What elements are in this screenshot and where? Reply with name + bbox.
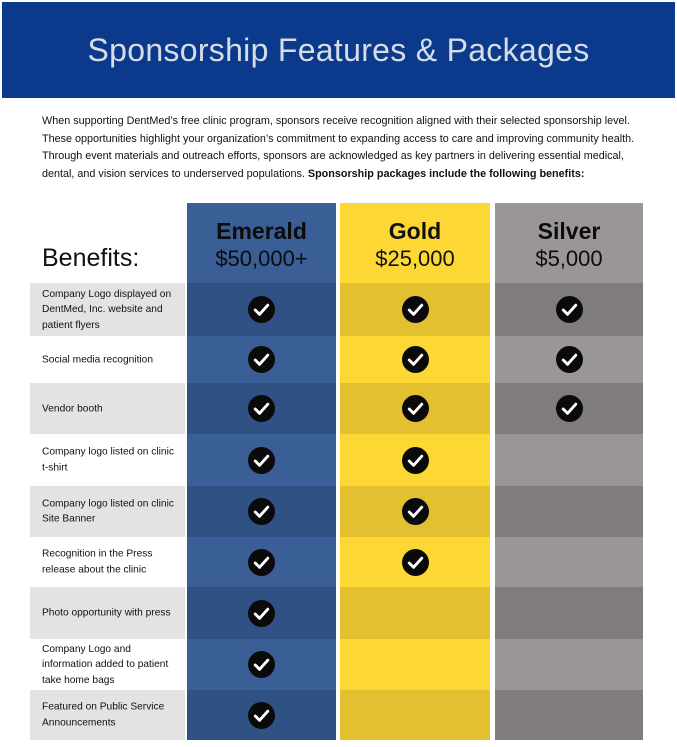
checkmark-circle-icon	[402, 447, 429, 474]
benefit-cell-silver	[495, 283, 643, 336]
checkmark-circle-icon	[402, 346, 429, 373]
benefit-row	[30, 537, 643, 587]
benefit-cell-gold	[340, 639, 490, 690]
checkmark-circle-icon	[402, 549, 429, 576]
checkmark-circle-icon	[402, 296, 429, 323]
benefit-row	[30, 690, 643, 740]
benefit-cell-emerald	[187, 336, 336, 383]
benefit-label-cell	[30, 690, 185, 740]
tier-name: Emerald	[216, 218, 307, 244]
tier-price: $5,000	[535, 246, 603, 271]
benefit-cell-silver	[495, 383, 643, 434]
benefit-label: Vendor booth	[42, 402, 103, 414]
benefit-row	[30, 434, 643, 486]
benefit-cell-emerald	[187, 486, 336, 537]
benefit-label: Recognition in the Press release about the clinic	[42, 548, 153, 575]
checkmark-circle-icon	[556, 296, 583, 323]
benefit-label: Featured on Public Service Announcements	[42, 701, 165, 728]
benefit-cell-emerald	[187, 383, 336, 434]
tier-header-gold	[340, 217, 490, 273]
benefit-label: Photo opportunity with press	[42, 607, 171, 619]
checkmark-circle-icon	[248, 346, 275, 373]
benefit-label: Company Logo displayed on DentMed, Inc. website and patient flyers	[42, 288, 172, 331]
benefit-row	[30, 486, 643, 537]
benefit-row	[30, 639, 643, 690]
benefit-cell-gold	[340, 434, 490, 486]
benefit-label-cell	[30, 434, 185, 486]
benefit-cell-gold	[340, 486, 490, 537]
benefit-label-cell	[30, 587, 185, 639]
benefit-cell-emerald	[187, 639, 336, 690]
checkmark-circle-icon	[402, 395, 429, 422]
benefit-cell-emerald	[187, 587, 336, 639]
benefit-label-cell	[30, 537, 185, 587]
page-header	[2, 2, 675, 98]
benefit-cell-gold	[340, 537, 490, 587]
benefit-label-cell	[30, 283, 185, 336]
benefit-cell-gold	[340, 383, 490, 434]
benefit-row	[30, 283, 643, 336]
benefit-label: Company Logo and information added to patient take home bags	[42, 643, 169, 686]
checkmark-circle-icon	[248, 600, 275, 627]
checkmark-circle-icon	[248, 498, 275, 525]
benefit-cell-emerald	[187, 283, 336, 336]
tier-header-silver	[495, 217, 643, 273]
benefit-cell-silver	[495, 336, 643, 383]
tier-name: Silver	[537, 218, 601, 244]
benefit-cell-silver	[495, 434, 643, 486]
benefit-label-cell	[30, 486, 185, 537]
checkmark-circle-icon	[248, 702, 275, 729]
benefit-cell-emerald	[187, 690, 336, 740]
benefit-cell-silver	[495, 690, 643, 740]
benefit-row	[30, 336, 643, 383]
benefit-label: Company logo listed on clinic t-shirt	[42, 446, 174, 473]
benefit-label: Company logo listed on clinic Site Banner	[42, 498, 174, 525]
tier-price: $50,000+	[215, 246, 308, 271]
intro-emphasis: Sponsorship packages include the following benefits:	[307, 167, 585, 180]
benefit-cell-gold	[340, 690, 490, 740]
benefit-label-cell	[30, 336, 185, 383]
tier-price: $25,000	[375, 246, 455, 271]
checkmark-circle-icon	[248, 651, 275, 678]
intro-body: When supporting DentMed’s free clinic program, sponsors receive recognition aligned with their selected sponsorship level. These opportunities highlight your organization’s commitment to expanding access to care and improving community health. Through event materials and outreach efforts, sponsors are acknowledged as key partners in delivering essential medical, dental, and vision services to underserved populations.	[42, 115, 635, 180]
benefit-label-cell	[30, 639, 185, 690]
benefit-cell-emerald	[187, 537, 336, 587]
benefit-row	[30, 587, 643, 639]
checkmark-circle-icon	[248, 549, 275, 576]
checkmark-circle-icon	[556, 395, 583, 422]
benefit-cell-silver	[495, 639, 643, 690]
benefit-cell-gold	[340, 587, 490, 639]
intro-paragraph	[42, 113, 638, 183]
benefit-cell-gold	[340, 283, 490, 336]
page-title: Sponsorship Features & Packages	[87, 32, 590, 68]
checkmark-circle-icon	[248, 296, 275, 323]
benefit-cell-silver	[495, 486, 643, 537]
benefit-label-cell	[30, 383, 185, 434]
checkmark-circle-icon	[402, 498, 429, 525]
benefit-cell-silver	[495, 587, 643, 639]
checkmark-circle-icon	[556, 346, 583, 373]
benefit-cell-emerald	[187, 434, 336, 486]
benefits-heading: Benefits:	[42, 244, 140, 272]
checkmark-circle-icon	[248, 447, 275, 474]
benefit-cell-gold	[340, 336, 490, 383]
tier-header-emerald	[187, 217, 336, 273]
benefit-row	[30, 383, 643, 434]
benefit-cell-silver	[495, 537, 643, 587]
checkmark-circle-icon	[248, 395, 275, 422]
tier-name: Gold	[388, 218, 442, 244]
benefit-label: Social media recognition	[42, 353, 153, 365]
